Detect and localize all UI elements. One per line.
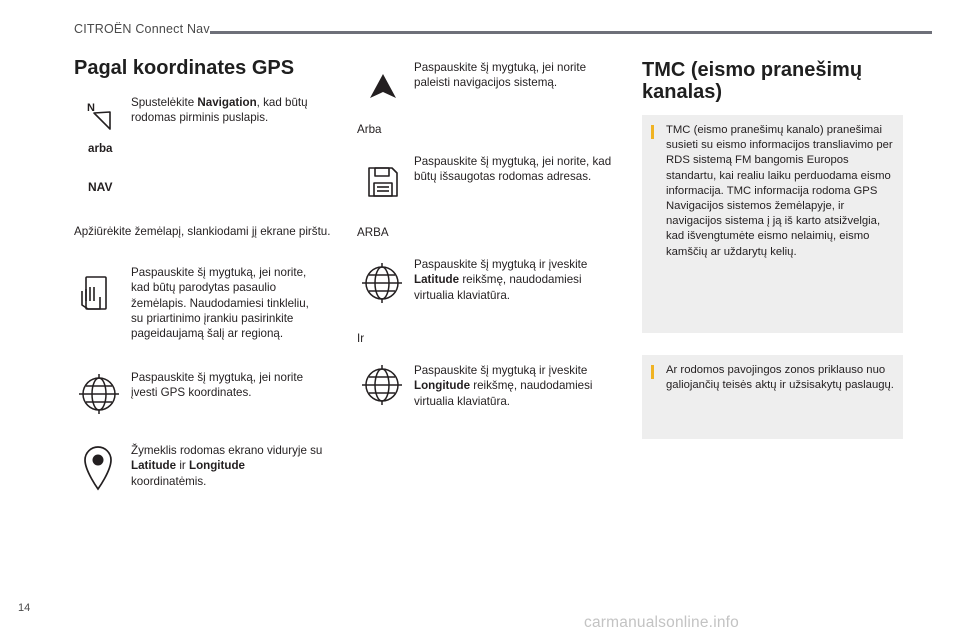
label-nav: NAV (88, 180, 113, 194)
step-text (131, 443, 323, 489)
label-and: Ir (357, 332, 365, 345)
section-heading-gps: Pagal koordinates GPS (74, 57, 295, 79)
globe-icon (78, 373, 120, 415)
step-text (414, 363, 604, 409)
header-rule (210, 31, 932, 34)
globe-icon (361, 262, 403, 304)
text-segment: Spustelėkite (131, 96, 198, 109)
info-box (642, 355, 903, 439)
map-marker-icon (83, 445, 113, 491)
info-box (642, 115, 903, 333)
text-segment: Žymeklis rodomas ekrano viduryje su (131, 444, 323, 457)
info-box-text: Ar rodomos pavojingos zonos priklauso nuo galiojančių teisės aktų ir užsisakytų paslaugų. (666, 364, 894, 392)
info-box-accent (651, 365, 654, 379)
step-text (131, 265, 323, 341)
label-or: Arba (357, 123, 382, 136)
heading-line: kanalas) (642, 81, 723, 103)
warning-triangle-icon (368, 72, 398, 100)
text-segment: reikšmę, naudodamiesi virtualia klaviatūra. (414, 379, 593, 408)
section-heading-tmc (642, 59, 862, 103)
text-segment-bold: Latitude (414, 273, 460, 287)
text-segment: Paspauskite šį mygtuką, jei norite, kad būtų parodytas pasaulio žemėlapis. Naudodamiesi tinkleliu, su priartinimo įrankiu pasirinkite pageidaujamą šalį ar regioną. (131, 266, 309, 341)
info-box-text: TMC (eismo pranešimų kanalo) pranešimai susieti su eismo informacijos transliavimo per RDS sistemą FM bangomis Europos standartu, kai realiu laiku perduodama eismo informacija. TMC informacija rodoma GPS Navigacijos sistemos žemėlapyje, ir navigacijos sistema į ją iš karto atsižvelgia, kad išvengtumėte eismo nelaimių, eismo kamščių ar uždarytų kelių. (666, 124, 893, 258)
text-segment: Paspauskite šį mygtuką ir įveskite (414, 258, 588, 271)
text-segment: Paspauskite šį mygtuką, jei norite, kad būtų išsaugotas rodomas adresas. (414, 155, 612, 184)
step-text (414, 154, 614, 185)
label-or: arba (88, 142, 113, 155)
text-segment-bold: Navigation (197, 96, 257, 109)
step-text (131, 95, 316, 126)
heading-line: TMC (eismo pranešimų (642, 59, 863, 81)
globe-icon (361, 364, 403, 406)
step-text (414, 60, 614, 91)
step-text (131, 370, 323, 401)
text-segment-bold: Longitude (414, 379, 471, 393)
page-number: 14 (18, 602, 31, 614)
text-segment: koordinatėmis. (131, 474, 207, 488)
label-or-caps: ARBA (357, 226, 389, 239)
text-segment-bold: Latitude (131, 459, 177, 473)
text-segment: Apžiūrėkite žemėlapį, slankiodami jį ekrane pirštu. (74, 225, 331, 238)
svg-text:N: N (87, 102, 95, 114)
hand-pointer-icon (80, 275, 114, 311)
step-text (414, 257, 619, 303)
text-segment: Paspauskite šį mygtuką, jei norite įvesti GPS koordinates. (131, 371, 304, 400)
text-segment: reikšmę, naudodamiesi virtualia klaviatūra. (414, 273, 582, 302)
save-disk-icon (366, 165, 400, 199)
text-segment: ir (176, 459, 189, 473)
text-segment: Paspauskite šį mygtuką, jei norite paleisti navigacijos sistemą. (414, 61, 587, 90)
watermark: carmanualsonline.info (584, 614, 739, 631)
step-text (74, 224, 336, 239)
text-segment: Paspauskite šį mygtuką ir įveskite (414, 364, 588, 377)
info-box-accent (651, 125, 654, 139)
navigation-arrow-icon (86, 100, 116, 134)
text-segment: , kad būtų rodomas pirminis puslapis. (131, 96, 308, 125)
text-segment-bold: Longitude (188, 459, 246, 473)
header-title: CITROËN Connect Nav (74, 22, 210, 36)
